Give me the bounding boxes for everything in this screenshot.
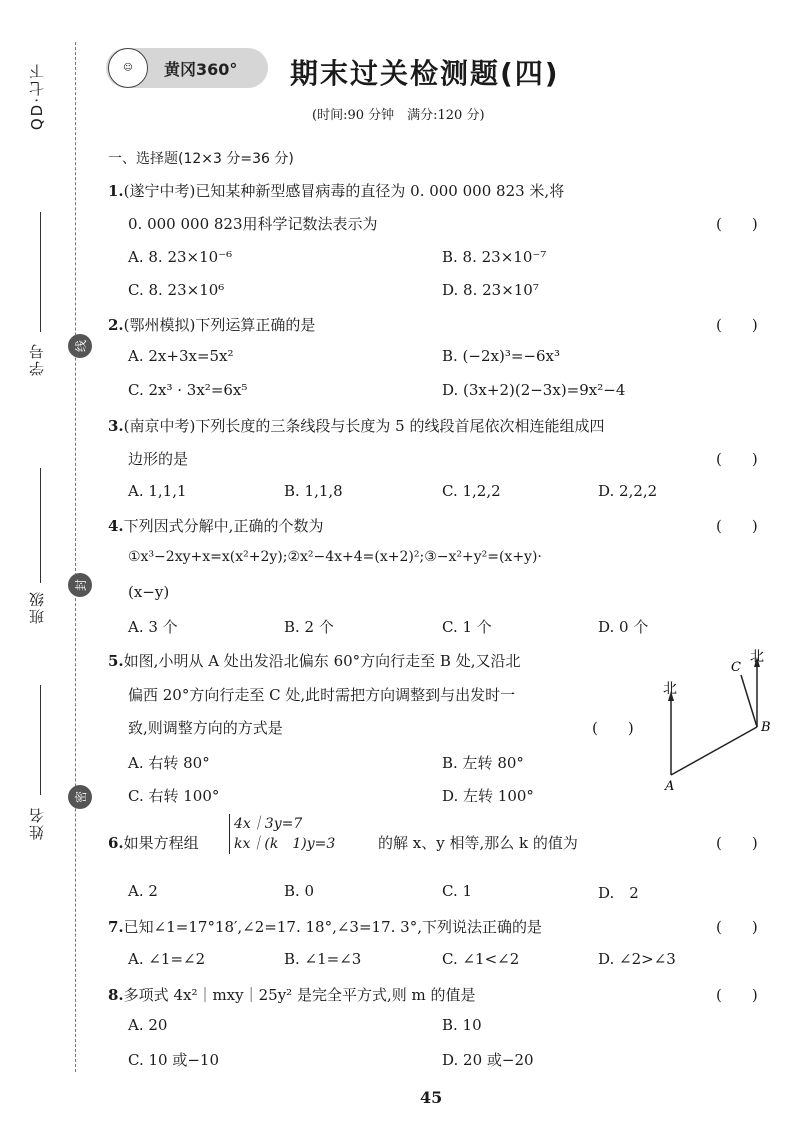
q1-text1: (遂宁中考)已知某种新型感冒病毒的直径为 0. 000 000 823 米,将 — [123, 182, 565, 200]
q1-line2: 0. 000 000 823用科学记数法表示为 — [128, 215, 378, 233]
q8-text1: 多项式 4x²｜mxy｜25y² 是完全平方式,则 m 的值是 — [123, 986, 476, 1004]
q2-line1 — [108, 314, 315, 335]
q3-option-b: B. 1,1,8 — [284, 482, 343, 500]
q3-number: 3. — [108, 417, 124, 435]
q8-line1 — [108, 984, 476, 1005]
q5-option-a: A. 右转 80° — [128, 754, 210, 772]
q8-option-a: A. 20 — [128, 1016, 168, 1034]
q2-text1: (鄂州模拟)下列运算正确的是 — [123, 316, 316, 334]
q6-line1 — [108, 832, 199, 853]
q6-answer-blank: ( ) — [716, 834, 758, 852]
fig-label-c: C — [731, 660, 741, 675]
q6-eq1: 4x｜3y=7 — [234, 816, 303, 832]
q7-number: 7. — [108, 918, 124, 936]
q1-number: 1. — [108, 182, 124, 200]
q8-option-b: B. 10 — [442, 1016, 482, 1034]
binding-line — [75, 42, 76, 1072]
q1-line1 — [108, 180, 564, 201]
q3-option-d: D. 2,2,2 — [598, 482, 658, 500]
q1-option-d: D. 8. 23×10⁷ — [442, 281, 539, 299]
name-label: 姓名 — [28, 806, 46, 840]
q5-answer-blank: ( ) — [592, 719, 634, 737]
q7-option-d: D. ∠2>∠3 — [598, 950, 676, 968]
q5-text1: 如图,小明从 A 处出发沿北偏东 60°方向行走至 B 处,又沿北 — [123, 652, 521, 670]
q4-option-c: C. 1 个 — [442, 618, 492, 636]
q8-answer-blank: ( ) — [716, 986, 758, 1004]
q3-option-a: A. 1,1,1 — [128, 482, 187, 500]
q6-option-a: A. 2 — [128, 882, 158, 900]
q6-pre: 如果方程组 — [123, 834, 199, 852]
id-underline — [40, 212, 42, 332]
q7-line1 — [108, 916, 542, 937]
class-underline — [40, 468, 42, 583]
page-number: 45 — [420, 1088, 443, 1107]
q6-option-b: B. 0 — [284, 882, 315, 900]
q6-option-d: D. 2 — [598, 884, 639, 902]
q8-option-c: C. 10 或−10 — [128, 1051, 219, 1069]
q2-option-b: B. (−2x)³=−6x³ — [442, 347, 561, 365]
class-label: 班级 — [28, 590, 46, 624]
q4-text1: 下列因式分解中,正确的个数为 — [123, 517, 324, 535]
q4-answer-blank: ( ) — [716, 517, 758, 535]
q2-option-d: D. (3x+2)(2−3x)=9x²−4 — [442, 381, 626, 399]
q8-option-d: D. 20 或−20 — [442, 1051, 534, 1069]
q3-option-c: C. 1,2,2 — [442, 482, 501, 500]
page-title: 期末过关检测题(四) — [290, 57, 560, 90]
q5-line1 — [108, 650, 521, 671]
q1-answer-blank: ( ) — [716, 215, 758, 233]
q8-number: 8. — [108, 986, 124, 1004]
fig-label-b: B — [761, 720, 771, 735]
q4-option-a: A. 3 个 — [128, 618, 178, 636]
q5-option-d: D. 左转 100° — [442, 787, 534, 805]
fig-label-a: A — [665, 779, 675, 794]
q6-number: 6. — [108, 834, 124, 852]
q4-option-b: B. 2 个 — [284, 618, 334, 636]
q6-eq2: kx｜(k 1)y=3 — [234, 836, 336, 852]
path-bc — [741, 675, 757, 727]
q3-answer-blank: ( ) — [716, 450, 758, 468]
fig-north-2: 北 — [750, 649, 764, 665]
q7-answer-blank: ( ) — [716, 918, 758, 936]
badge-text: 黄冈360° — [164, 60, 238, 79]
q2-number: 2. — [108, 316, 124, 334]
mark-secret-circle: 密 — [68, 785, 92, 809]
mark-line-circle: 线 — [68, 334, 92, 358]
q5-option-b: B. 左转 80° — [442, 754, 524, 772]
q7-option-c: C. ∠1<∠2 — [442, 950, 520, 968]
section-heading: 一、选择题(12×3 分=36 分) — [108, 151, 294, 167]
q1-option-c: C. 8. 23×10⁶ — [128, 281, 225, 299]
q6-option-c: C. 1 — [442, 882, 473, 900]
exam-info: (时间:90 分钟 满分:120 分) — [312, 108, 485, 123]
q5-direction-figure — [655, 645, 775, 795]
q4-line3: (x−y) — [128, 583, 170, 601]
q5-option-c: C. 右转 100° — [128, 787, 220, 805]
q4-line1 — [108, 515, 323, 536]
q3-line2: 边形的是 — [128, 450, 189, 468]
mark-seal-circle: 封 — [68, 573, 92, 597]
q6-post: 的解 x、y 相等,那么 k 的值为 — [378, 834, 578, 852]
path-ab — [671, 727, 757, 775]
q5-number: 5. — [108, 652, 124, 670]
q3-text1: (南京中考)下列长度的三条线段与长度为 5 的线段首尾依次相连能组成四 — [123, 417, 605, 435]
id-label: 学号 — [28, 342, 46, 376]
q7-text1: 已知∠1=17°18′,∠2=17. 18°,∠3=17. 3°,下列说法正确的是 — [123, 918, 542, 936]
brand-badge — [106, 48, 268, 88]
q7-option-a: A. ∠1=∠2 — [128, 950, 206, 968]
q4-number: 4. — [108, 517, 124, 535]
q5-line2: 偏西 20°方向行走至 C 处,此时需把方向调整到与出发时一 — [128, 686, 516, 704]
q4-line2: ①x³−2xy+x=x(x²+2y);②x²−4x+4=(x+2)²;③−x²+y²=(x+y)· — [128, 549, 542, 565]
q5-line3: 致,则调整方向的方式是 — [128, 719, 283, 737]
mascot-logo-icon: ☺ — [108, 48, 148, 88]
q1-option-a: A. 8. 23×10⁻⁶ — [128, 248, 233, 266]
q2-answer-blank: ( ) — [716, 316, 758, 334]
name-underline — [40, 685, 42, 795]
fig-north-1: 北 — [663, 681, 677, 697]
q3-line1 — [108, 415, 604, 436]
q6-equation-system — [229, 814, 335, 854]
q2-option-a: A. 2x+3x=5x² — [128, 347, 234, 365]
q2-option-c: C. 2x³ · 3x²=6x⁵ — [128, 381, 248, 399]
series-label: QD·七下 — [28, 62, 46, 131]
q1-option-b: B. 8. 23×10⁻⁷ — [442, 248, 547, 266]
q4-option-d: D. 0 个 — [598, 618, 649, 636]
q7-option-b: B. ∠1=∠3 — [284, 950, 362, 968]
